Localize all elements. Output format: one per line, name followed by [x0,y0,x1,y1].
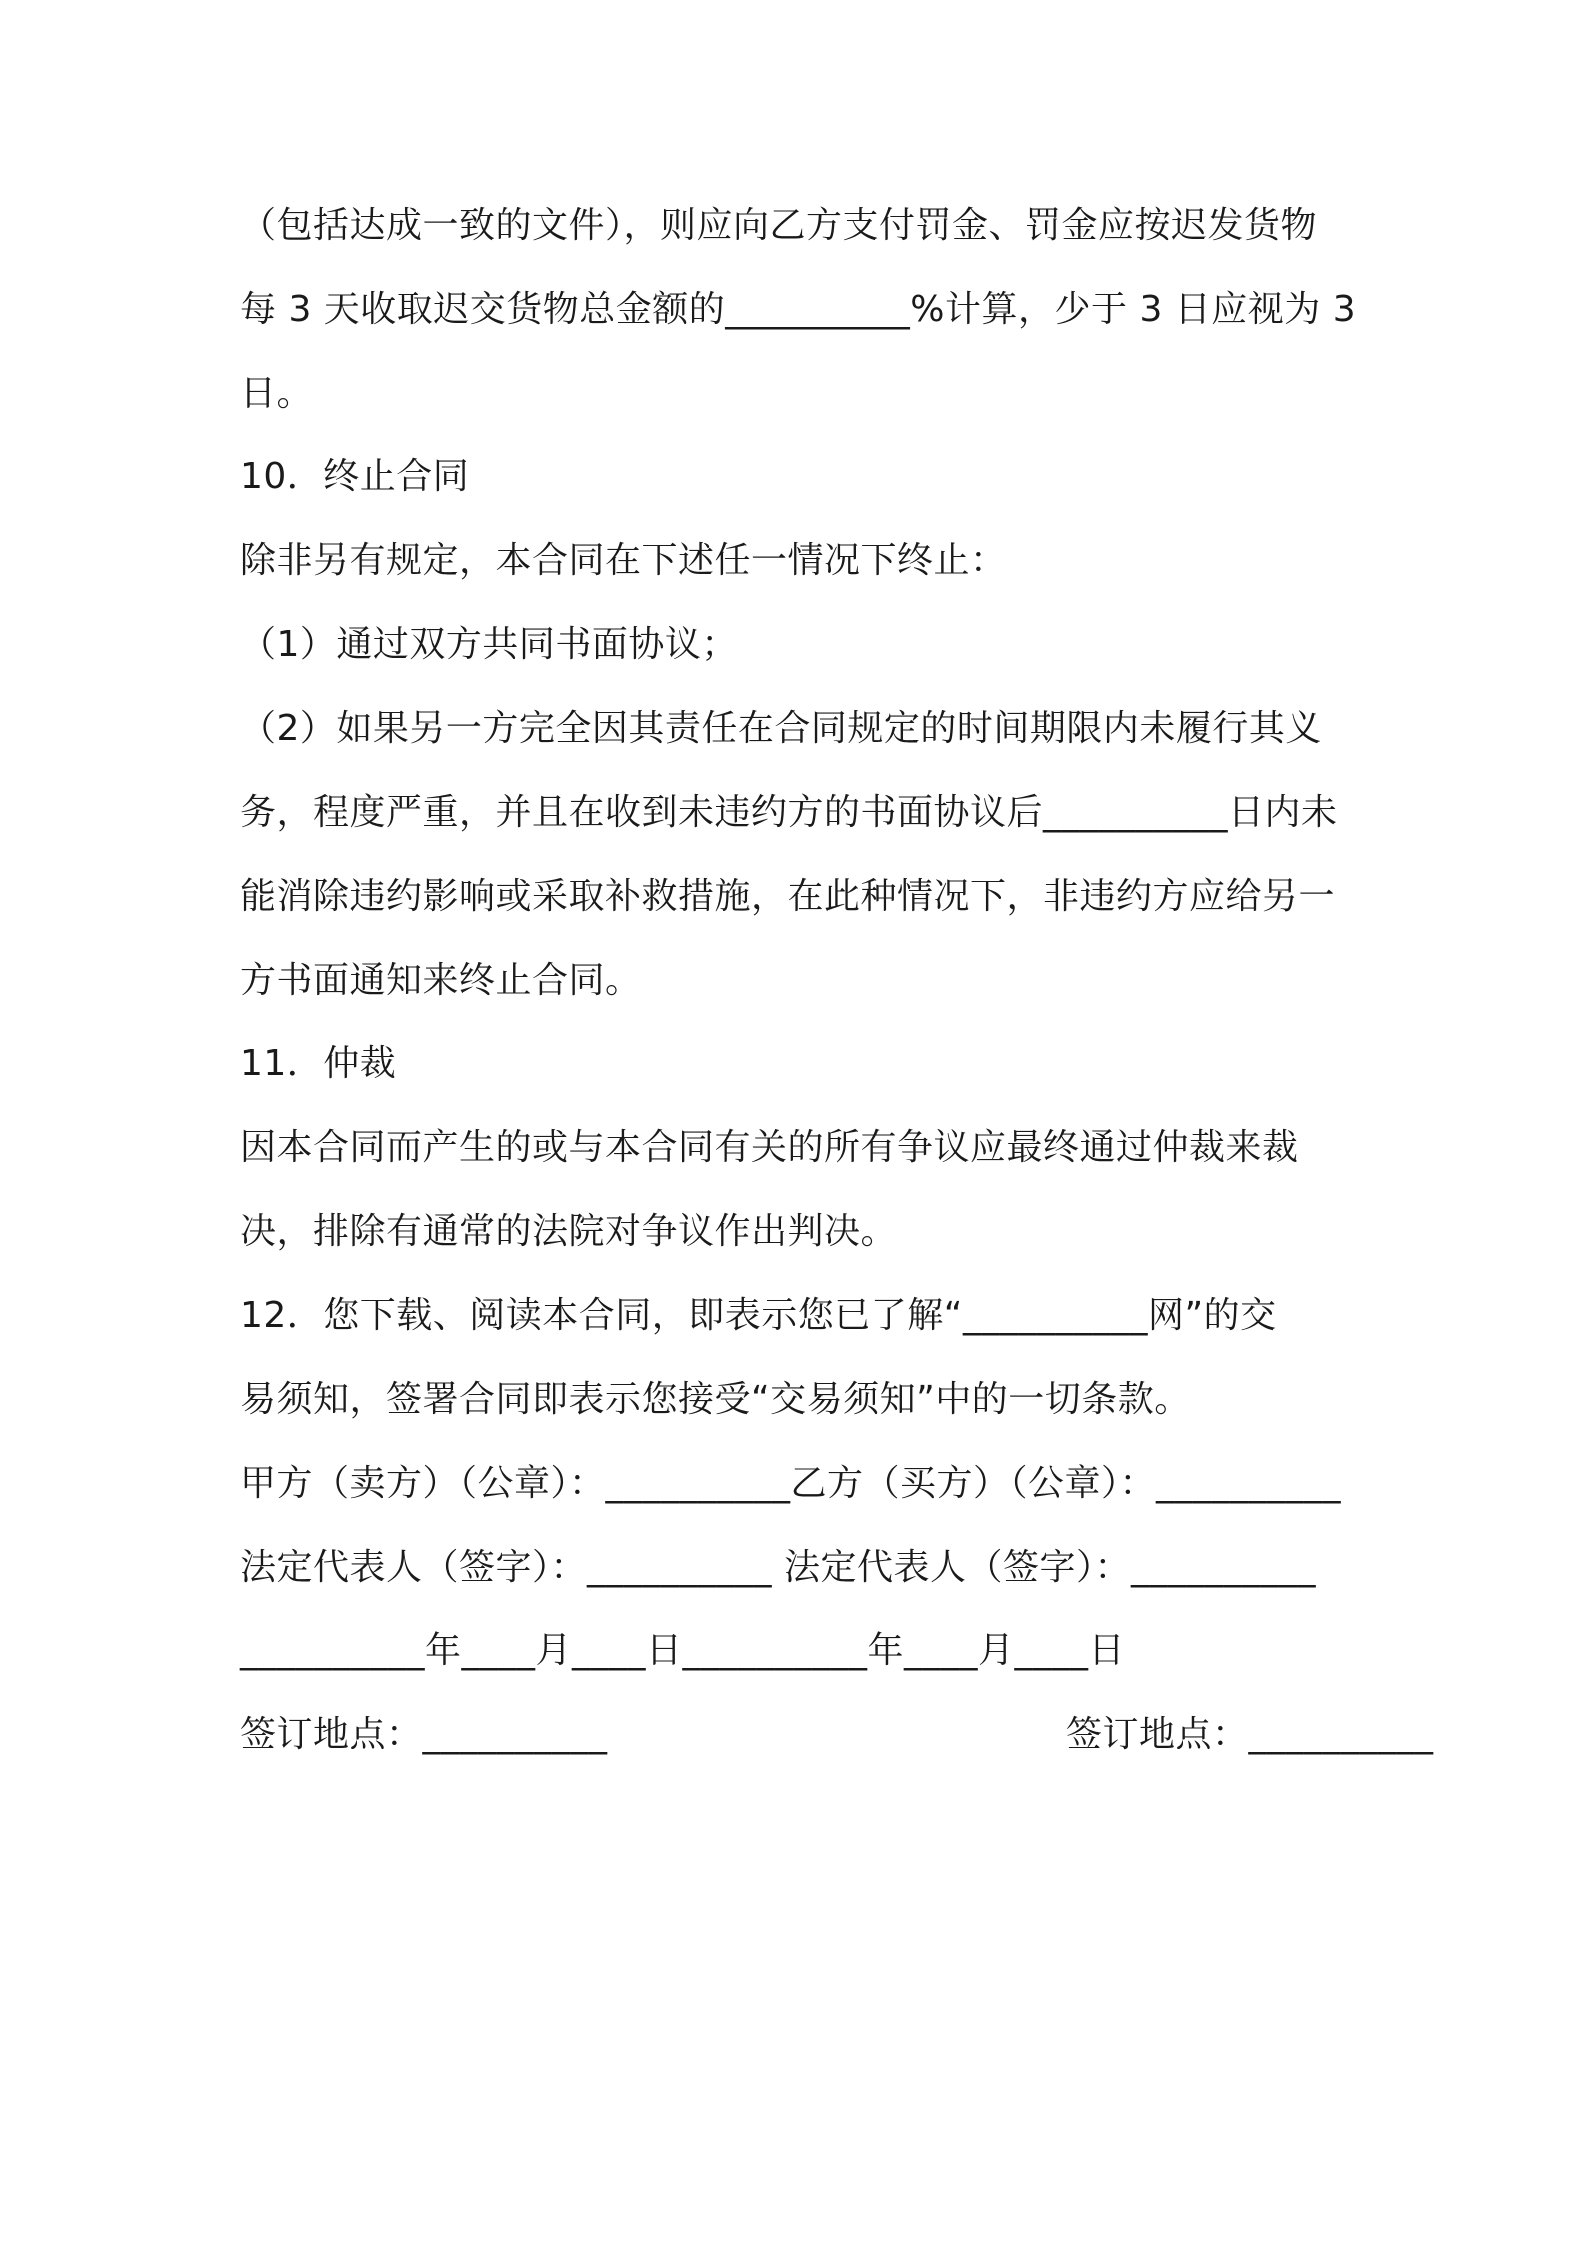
signature-line: 法定代表人（签字）：__________ 法定代表人（签字）：__________ [240,1547,1316,1588]
text-line: 日。 [240,373,314,414]
text-line: 除非另有规定，本合同在下述任一情况下终止： [240,540,1007,581]
text-line: 易须知，签署合同即表示您接受“交易须知”中的一切条款。 [240,1379,1191,1420]
text-line: （包括达成一致的文件），则应向乙方支付罚金、罚金应按迟发货物 [240,205,1318,246]
text-line: 务，程度严重，并且在收到未违约方的书面协议后__________日内未 [240,792,1338,833]
signing-place-left: 签订地点：__________ [240,1714,608,1755]
section-heading: 12．您下载、阅读本合同，即表示您已了解“__________网”的交 [240,1295,1277,1336]
list-item: （2）如果另一方完全因其责任在合同规定的时间期限内未履行其义 [240,708,1322,749]
section-heading: 11．仲裁 [240,1043,397,1084]
text-line: 方书面通知来终止合同。 [240,960,642,1001]
list-item: （1）通过双方共同书面协议； [240,624,738,665]
text-line: 能消除违约影响或采取补救措施，在此种情况下，非违约方应给另一 [240,876,1336,917]
section-heading: 10．终止合同 [240,456,470,497]
signing-place-line [240,1713,1434,1757]
text-line: 每 3 天收取迟交货物总金额的__________%计算，少于 3 日应视为 3 [240,289,1357,330]
text-line: 因本合同而产生的或与本合同有关的所有争议应最终通过仲裁来裁 [240,1127,1299,1168]
date-line: __________年____月____日__________年____月____日 [240,1630,1125,1671]
signing-place-right: 签订地点：__________ [1066,1714,1434,1755]
signature-line: 甲方（卖方）（公章）：__________乙方（买方）（公章）：__________ [240,1463,1342,1504]
text-line: 决，排除有通常的法院对争议作出判决。 [240,1211,898,1252]
